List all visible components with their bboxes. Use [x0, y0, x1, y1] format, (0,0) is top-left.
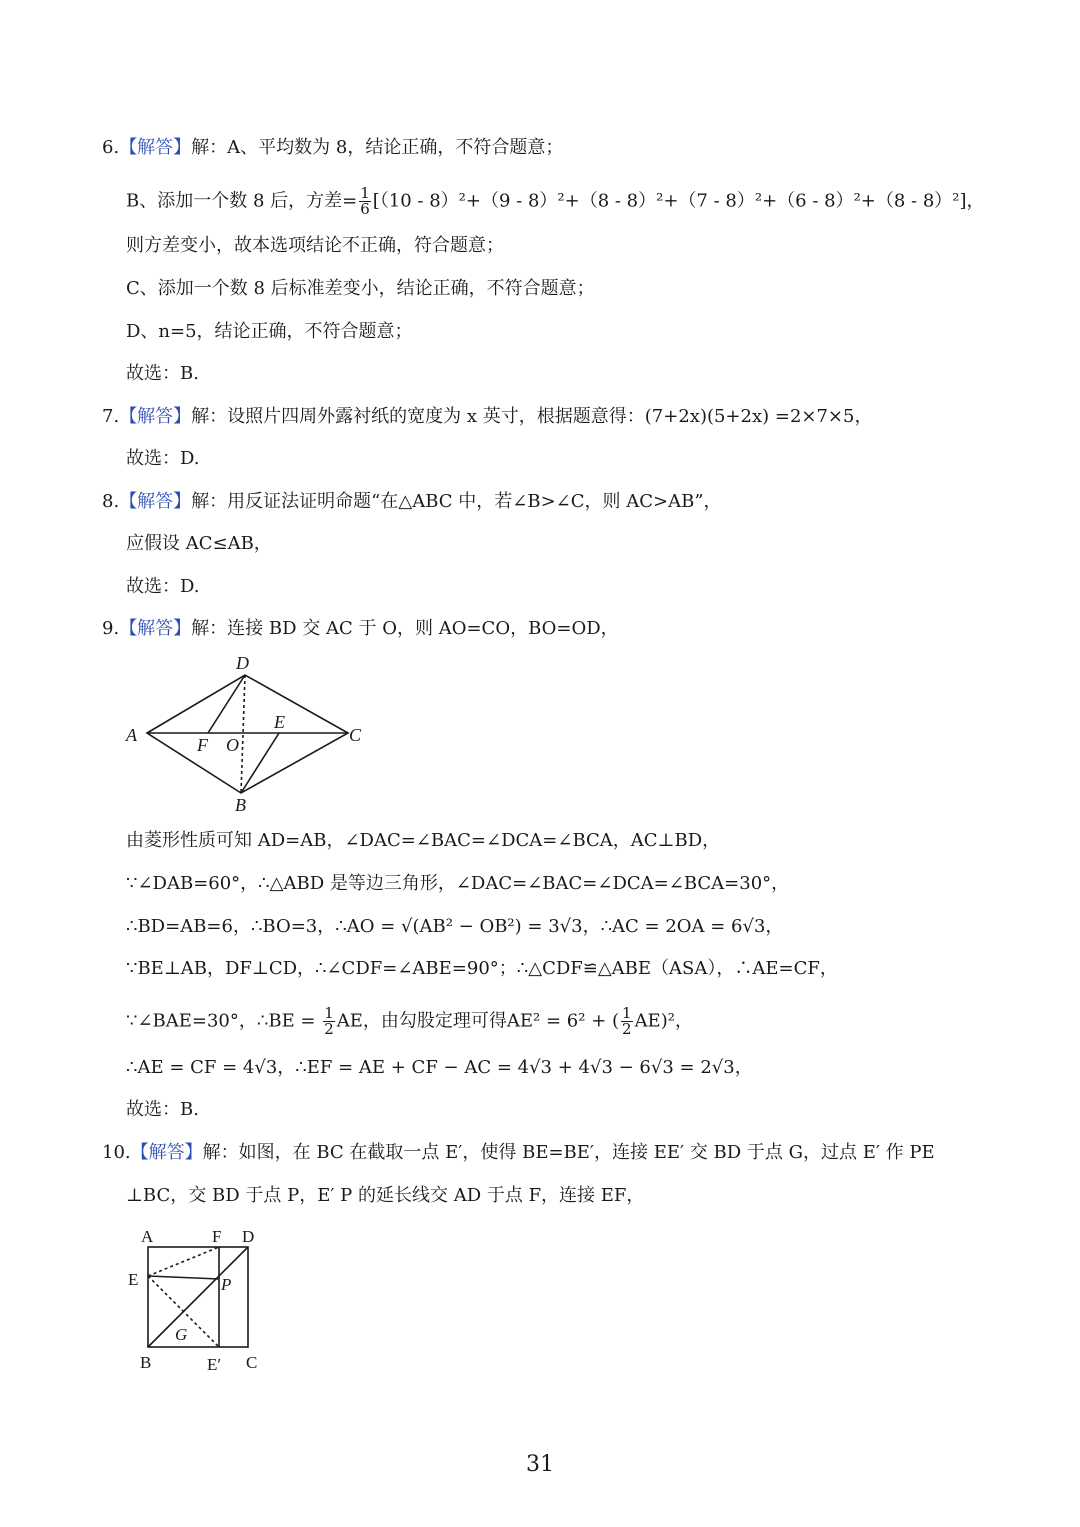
q7-text-1: 解：设照片四周外露衬纸的宽度为 x 英寸，根据题意得：(7+2x)(5+2x) =2×7×5，	[191, 406, 873, 427]
q10-text-1: 解：如图，在 BC 在截取一点 E′，使得 BE=BE′，连接 EE′ 交 BD 于点 G，过点 E′ 作 PE	[202, 1142, 935, 1163]
q9-text-4: ∴BD=AB=6，∴BO=3，∴AO = √(AB² − OB²) = 3√3，∴AC = 2OA = 6√3，	[126, 916, 784, 937]
q10-square-figure	[120, 1222, 270, 1377]
q9-fraction-1	[323, 1006, 335, 1037]
segment-be	[241, 733, 279, 793]
q9-rhombus-figure	[120, 648, 370, 818]
q9-label-d: D	[236, 653, 249, 673]
q9-text-2: 由菱形性质可知 AD=AB，∠DAC=∠BAC=∠DCA=∠BCA，AC⊥BD，	[126, 830, 721, 851]
q8-number: 8.	[102, 491, 120, 512]
q10-label-c: C	[246, 1353, 258, 1372]
q6-text-5: D、n=5，结论正确，不符合题意；	[126, 321, 413, 342]
q9-fraction-2	[621, 1006, 633, 1037]
q6-text-4: C、添加一个数 8 后标准差变小，结论正确，不符合题意；	[126, 278, 595, 299]
q9-label-b: B	[235, 795, 246, 815]
q10-number: 10.	[102, 1142, 131, 1163]
q8-text-3: 故选：D.	[126, 576, 200, 597]
q10-line-1	[102, 1141, 935, 1165]
q6-text-1: 解：A、平均数为 8，结论正确，不符合题意；	[191, 137, 564, 158]
q10-answer-tag: 【解答】	[130, 1142, 203, 1163]
segment-ef-dashed	[148, 1247, 219, 1276]
q10-label-d: D	[242, 1227, 255, 1246]
q7-text-2: 故选：D.	[126, 448, 200, 469]
q10-label-b: B	[140, 1353, 152, 1372]
q6-answer-tag: 【解答】	[119, 137, 192, 158]
q10-text-2: ⊥BC，交 BD 于点 P，E′ P 的延长线交 AD 于点 F，连接 EF，	[126, 1185, 645, 1206]
q9-number: 9.	[102, 618, 120, 639]
q9-text-3: ∵∠DAB=60°，∴△ABD 是等边三角形，∠DAC=∠BAC=∠DCA=∠BCA=30°，	[126, 873, 790, 894]
q9-frac1-denominator: 2	[324, 1020, 334, 1038]
q8-line-1	[102, 490, 722, 514]
q6-number: 6.	[102, 137, 120, 158]
q6-fraction	[359, 186, 371, 217]
q7-answer-tag: 【解答】	[119, 406, 192, 427]
q9-label-c: C	[349, 725, 362, 745]
q9-text-8: 故选：B.	[126, 1099, 199, 1120]
segment-df	[208, 675, 245, 733]
q6-frac-denominator: 6	[360, 200, 370, 218]
q9-text-7: ∴AE = CF = 4√3，∴EF = AE + CF − AC = 4√3 + 4√3 − 6√3 = 2√3，	[126, 1057, 753, 1078]
q9-text-6b: AE，由勾股定理可得AE² = 6² + (	[336, 1010, 620, 1032]
q6-text-3: 则方差变小，故本选项结论不正确，符合题意；	[126, 235, 504, 256]
diagonal-bd	[148, 1247, 248, 1347]
page-number: 31	[526, 1452, 554, 1477]
q10-label-e-prime: E′	[207, 1355, 222, 1374]
q9-frac2-numerator: 1	[622, 1004, 632, 1022]
q8-text-2: 应假设 AC≤AB，	[126, 533, 272, 554]
q9-line-6	[126, 1006, 693, 1037]
q9-line-1	[102, 617, 619, 641]
q6-text-2a: B、添加一个数 8 后，方差=	[126, 190, 358, 212]
q10-label-e: E	[128, 1270, 139, 1289]
q8-answer-tag: 【解答】	[119, 491, 192, 512]
q10-label-p: P	[221, 1275, 232, 1294]
q9-label-e: E	[274, 712, 285, 732]
q9-frac1-numerator: 1	[324, 1004, 334, 1022]
q6-frac-numerator: 1	[360, 184, 370, 202]
q9-text-6c: AE)²，	[634, 1010, 693, 1032]
rhombus-outline	[147, 675, 348, 793]
q7-line-1	[102, 405, 872, 429]
q6-text-2b: [（10 - 8）²+（9 - 8）²+（8 - 8）²+（7 - 8）²+（6 - 8）²+（8 - 8）²]，	[372, 190, 985, 212]
q9-text-6a: ∵∠BAE=30°，∴BE =	[126, 1010, 322, 1032]
diagonal-bd-dashed	[241, 675, 245, 793]
q7-number: 7.	[102, 406, 120, 427]
q10-label-g: G	[175, 1325, 188, 1344]
q9-frac2-denominator: 2	[622, 1020, 632, 1038]
q9-label-o: O	[226, 735, 239, 755]
q8-text-1: 解：用反证法证明命题“在△ABC 中，若∠B>∠C，则 AC>AB”，	[191, 491, 722, 512]
q9-text-5: ∵BE⊥AB，DF⊥CD，∴∠CDF=∠ABE=90°；∴△CDF≌△ABE（ASA），∴AE=CF，	[126, 958, 838, 979]
q10-label-a: A	[141, 1227, 154, 1246]
q9-answer-tag: 【解答】	[119, 618, 192, 639]
q6-line-1	[102, 136, 563, 160]
q9-label-f: F	[197, 735, 208, 755]
q9-text-1: 解：连接 BD 交 AC 于 O，则 AO=CO，BO=OD，	[191, 618, 619, 639]
segment-ep	[148, 1276, 219, 1279]
q6-text-6: 故选：B.	[126, 363, 199, 384]
q6-line-2	[126, 186, 985, 217]
q9-label-a: A	[126, 725, 137, 745]
q10-label-f: F	[212, 1227, 222, 1246]
